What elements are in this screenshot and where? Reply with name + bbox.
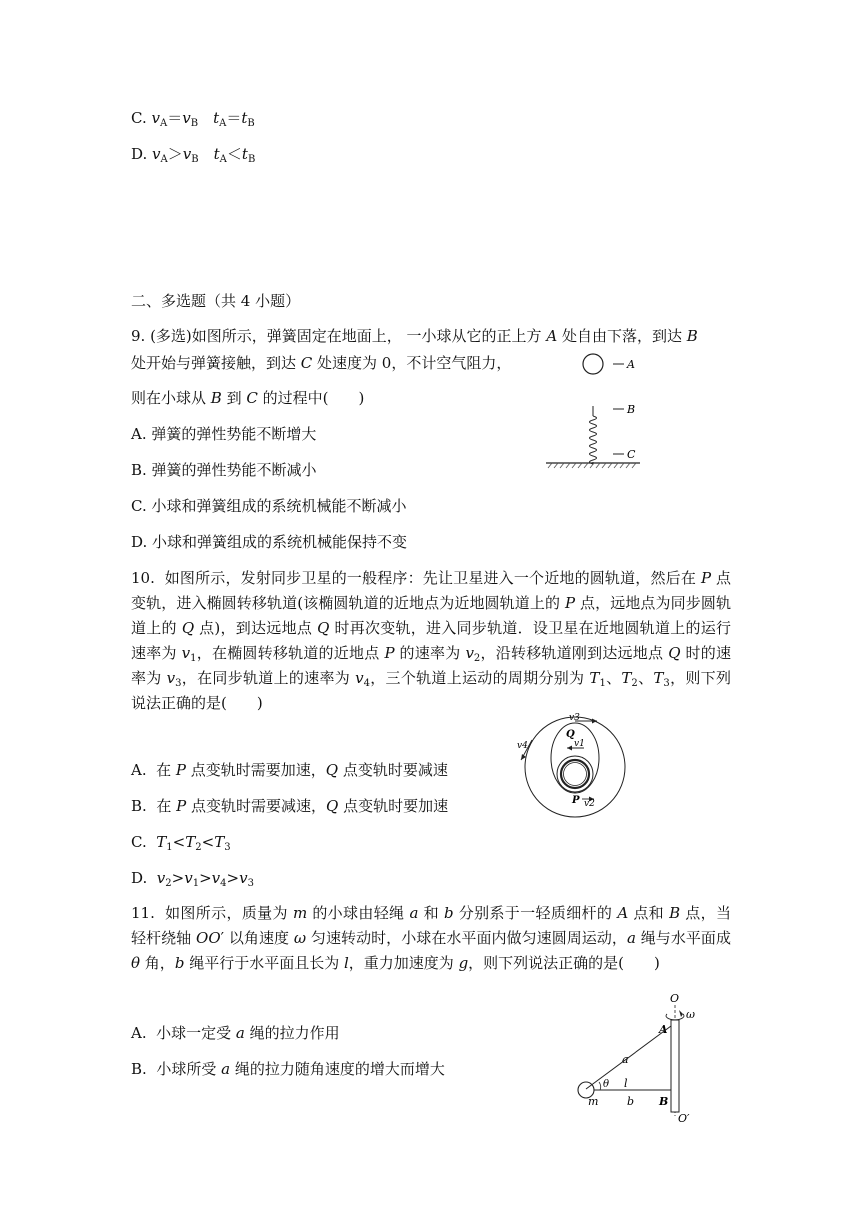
q11-stem: 11. 如图所示，质量为 m 的小球由轻绳 a 和 b 分别系于一轻质细杆的 A 点和 B 点，当轻杆绕轴 OO′ 以角速度 ω 匀速转动时，小球在水平面内做匀速圆周运动，a 绳与水平面成 θ 角，b 绳平行于水平面且长为 l，重力加速度为 g，则下列说法正确的是( ) (131, 904, 731, 972)
label-a: A (627, 358, 635, 371)
label-v4: v4 (517, 741, 528, 751)
q11-option-b: B. 小球所受 a 绳的拉力随角速度的增大而增大 (131, 1060, 445, 1078)
rod (671, 1020, 679, 1112)
label-b-point: B (659, 1095, 669, 1108)
label-q: Q (566, 729, 575, 740)
near-orbit (557, 756, 593, 792)
label-a-point: A (659, 1023, 668, 1036)
q10-option-c: C. $T_1<T_2<T_3$ (131, 833, 231, 853)
option-d-prev: D. $v_A>v_B$ $t_A<t_B$ (131, 145, 256, 165)
label-v3: v3 (569, 713, 580, 723)
q9-option-d: D. 小球和弹簧组成的系统机械能保持不变 (131, 533, 408, 551)
q10-option-b: B. 在 P 点变轨时需要减速，Q 点变轨时要加速 (131, 797, 449, 815)
q9-spring-figure (540, 348, 650, 473)
transfer-orbit (551, 723, 599, 793)
q9-stem-line2: 处开始与弹簧接触，到达 C 处速度为 0，不计空气阻力， (131, 354, 512, 372)
q10-option-d: D. $v_2>v_1>v_4>v_3$ (131, 869, 254, 889)
q11-option-a: A. 小球一定受 a 绳的拉力作用 (131, 1024, 340, 1042)
spring-icon (590, 416, 597, 464)
label-l: l (624, 1077, 628, 1090)
label-omega: ω (686, 1008, 695, 1021)
label-b-rope: b (627, 1095, 635, 1108)
q9-option-b: B. 弹簧的弹性势能不断减小 (131, 461, 317, 479)
q10-orbit-figure (512, 712, 642, 822)
label-m: m (588, 1095, 599, 1108)
label-o-prime: O′ (678, 1112, 690, 1125)
earth-icon (561, 760, 589, 788)
q9-stem-line1: 9. (多选)如图所示，弹簧固定在地面上， 一小球从它的正上方 A 处自由下落，到达 B (131, 327, 698, 345)
option-c-prev: C. $v_A=v_B$ $t_A=t_B$ (131, 109, 255, 129)
q9-option-a: A. 弹簧的弹性势能不断增大 (131, 425, 317, 443)
label-b: B (627, 403, 636, 416)
q10-option-a: A. 在 P 点变轨时需要加速，Q 点变轨时要减速 (131, 761, 448, 779)
ball-icon (583, 354, 603, 374)
q9-option-c: C. 小球和弹簧组成的系统机械能不断减小 (131, 497, 407, 515)
label-v2: v2 (584, 799, 595, 809)
label-theta: θ (603, 1079, 610, 1090)
q9-stem-line3: 则在小球从 B 到 C 的过程中( ) (131, 389, 365, 407)
label-v1: v1 (574, 739, 585, 749)
label-c: C (627, 448, 636, 461)
q11-rod-figure (570, 990, 720, 1125)
label-a-rope: a (622, 1053, 629, 1066)
label-p: P (572, 795, 580, 806)
q10-stem: 10. 如图所示，发射同步卫星的一般程序：先让卫星进入一个近地的圆轨道，然后在 P 点变轨，进入椭圆转移轨道(该椭圆轨道的近地点为近地圆轨道上的 P 点，远地点为同步圆轨道上的 Q 点)，到达远地点 Q 时再次变轨，进入同步轨道．设卫星在近地圆轨道上的运行速率为 $v_1$，在椭圆转移轨道的近地点 P 的速率为 $v_2$，沿转移轨道刚到达远地点 Q 时的速率为 $v_3$，在同步轨道上的速率为 $v_4$，三个轨道上运动的周期分别为 $T_1$、$T_2$、$T_3$，则下列说法正确的是( ) (131, 569, 731, 712)
section-title: 二、多选题（共 4 小题） (131, 292, 301, 310)
label-o: O (670, 992, 680, 1005)
